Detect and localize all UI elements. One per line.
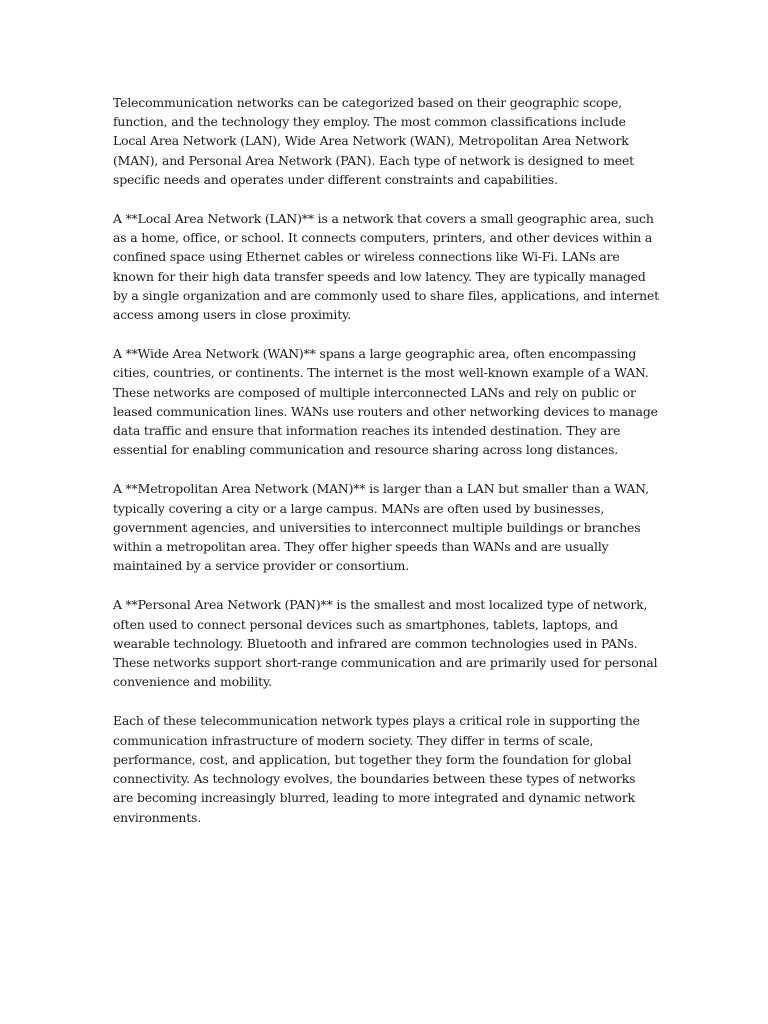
paragraph-lan: A **Local Area Network (LAN)** is a network that covers a small geographic area, such as a home, office, or school. It connects computers, printers, and other devices within a confined space using Ethernet cables or wireless connections like Wi-Fi. LANs are known for their high data transfer speeds and low latency. They are typically managed by a single organization and are commonly used to share files, applications, and internet access among users in close proximity.	[113, 211, 660, 323]
paragraph-man: A **Metropolitan Area Network (MAN)** is larger than a LAN but smaller than a WAN, typically covering a city or a large campus. MANs are often used by businesses, government agencies, and universities to interconnect multiple buildings or branches within a metropolitan area. They offer higher speeds than WANs and are usually maintained by a service provider or consortium.	[113, 481, 649, 574]
paragraph-conclusion: Each of these telecommunication network types plays a critical role in supporting the communication infrastructure of modern society. They differ in terms of scale, performance, cost, and application, but together they form the foundation for global connectivity. As technology evolves, the boundaries between these types of networks are becoming increasingly blurred, leading to more integrated and dynamic network environments.	[113, 713, 640, 825]
paragraph-wan: A **Wide Area Network (WAN)** spans a large geographic area, often encompassing cities, countries, or continents. The internet is the most well-known example of a WAN. These networks are composed of multiple interconnected LANs and rely on public or leased communication lines. WANs use routers and other networking devices to manage data traffic and ensure that information reaches its intended destination. They are essential for enabling communication and resource sharing across long distances.	[113, 346, 658, 458]
paragraph-intro: Telecommunication networks can be categorized based on their geographic scope, function, and the technology they employ. The most common classifications include Local Area Network (LAN), Wide Area Network (WAN), Metropolitan Area Network (MAN), and Personal Area Network (PAN). Each type of network is designed to meet specific needs and operates under different constraints and capabilities.	[113, 95, 634, 187]
document-body	[113, 93, 659, 847]
paragraph-pan: A **Personal Area Network (PAN)** is the smallest and most localized type of network, often used to connect personal devices such as smartphones, tablets, laptops, and wearable technology. Bluetooth and infrared are common technologies used in PANs. These networks support short-range communication and are primarily used for personal convenience and mobility.	[113, 597, 658, 690]
